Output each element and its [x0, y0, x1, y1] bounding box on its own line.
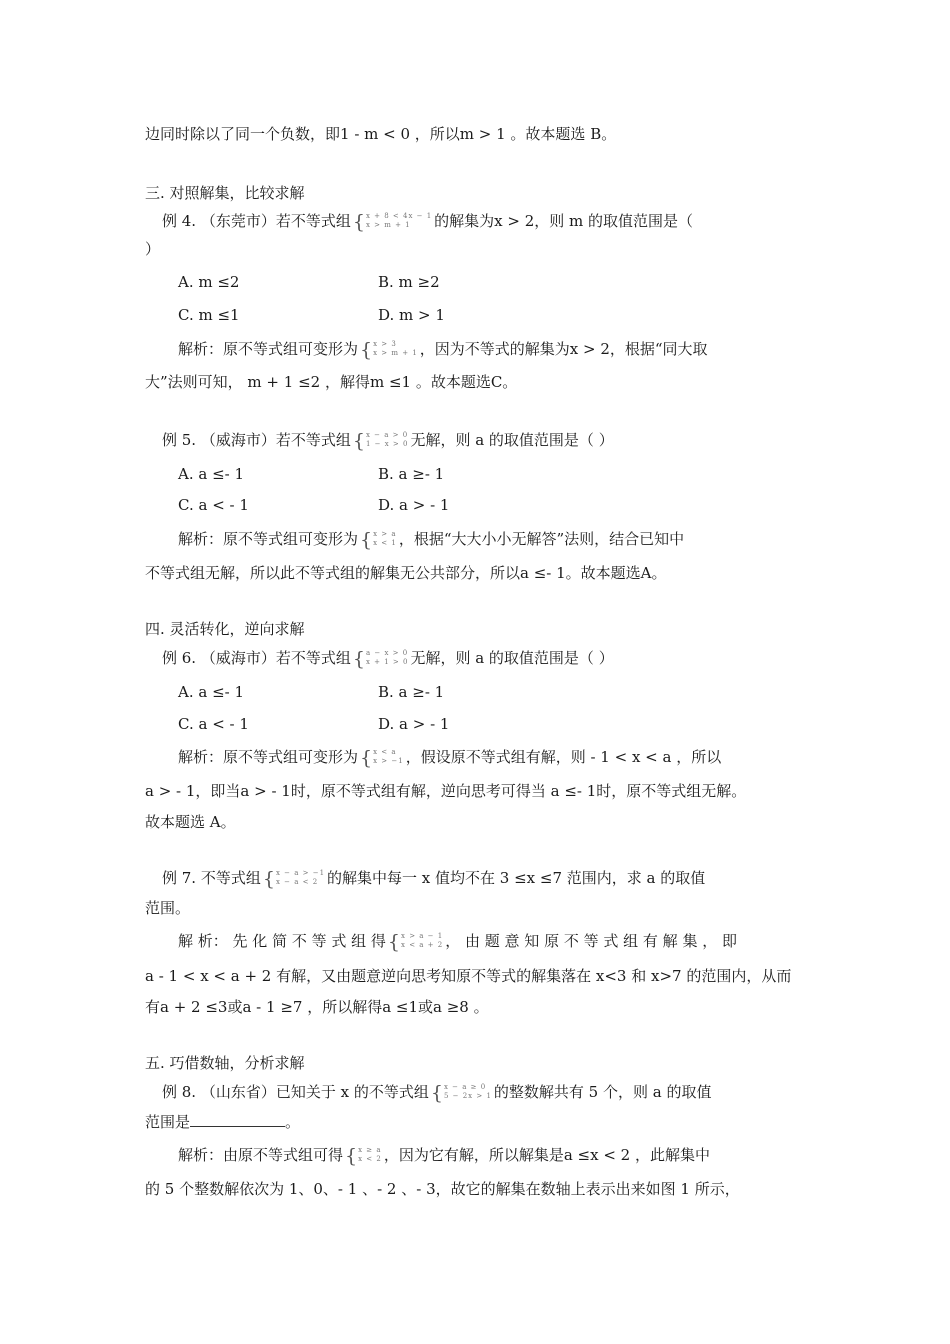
inequality-system-formula: {x < a x > −1	[360, 747, 404, 769]
text-fragment: 例 6. （威海市）若不等式组	[162, 649, 351, 667]
option-d: D. a > - 1	[378, 496, 450, 514]
inequality-system-formula: {x − a > −1 x − a < 2	[262, 868, 326, 890]
text-fragment: ，根据“大大小小无解答”法则，结合已知中	[398, 530, 685, 548]
text-fragment: 例 4. （东莞市）若不等式组	[162, 212, 351, 230]
text-fragment: ， 由 题 意 知 原 不 等 式 组 有 解 集 ， 即	[445, 932, 737, 950]
inequality-system-formula: {x − a > 0 1 − x > 0	[352, 430, 409, 452]
text-fragment: 解析：原不等式组可变形为	[178, 748, 359, 766]
answer-blank	[190, 1112, 285, 1127]
text-fragment: 例 7. 不等式组	[162, 869, 261, 887]
text-line: 大”法则可知， m + 1 ≤2 ，解得m ≤1 。故本题选C。	[145, 373, 518, 391]
text-line: 不等式组无解，所以此不等式组的解集无公共部分，所以a ≤- 1。故本题选A。	[145, 564, 667, 582]
text-fragment: 无解，则 a 的取值范围是（ ）	[410, 649, 614, 667]
option-a: A. m ≤2	[178, 273, 240, 291]
inequality-system-formula: {x ≥ a x < 2	[345, 1145, 382, 1167]
option-b: B. a ≥- 1	[378, 683, 445, 701]
text-fragment: 解析：原不等式组可变形为	[178, 340, 359, 358]
example-4-line-1	[162, 211, 827, 232]
option-a: A. a ≤- 1	[178, 465, 245, 483]
example-5-line-1	[162, 430, 827, 451]
solution-8-line-1	[178, 1145, 843, 1166]
section-heading-3: 三. 对照解集，比较求解	[145, 184, 305, 202]
example-8-line-1	[162, 1082, 827, 1103]
option-c: C. a < - 1	[178, 496, 249, 514]
inequality-system-formula: {a − x > 0 x + 1 > 0	[352, 648, 409, 670]
text-fragment: ，因为不等式的解集为x > 2，根据“同大取	[419, 340, 708, 358]
text-line: ）	[145, 240, 161, 258]
text-fragment: 无解，则 a 的取值范围是（ ）	[410, 431, 614, 449]
text-fragment: 范围是	[145, 1113, 191, 1131]
example-7-line-1	[162, 868, 827, 889]
option-b: B. m ≥2	[378, 273, 440, 291]
text-line: 边同时除以了同一个负数，即1 - m < 0 ，所以m > 1 。故本题选 B。	[145, 125, 617, 143]
inequality-system-formula: {x > a x < 1	[360, 529, 397, 551]
solution-6-line-1	[178, 747, 843, 768]
text-fragment: 解 析： 先 化 简 不 等 式 组 得	[178, 932, 386, 950]
solution-5-line-1	[178, 529, 843, 550]
option-c: C. m ≤1	[178, 306, 240, 324]
inequality-system-formula: {x − a ≥ 0 5 − 2x > 1	[430, 1082, 492, 1104]
text-fragment: ，因为它有解，所以解集是a ≤x < 2 ，此解集中	[383, 1146, 710, 1164]
text-fragment: 的解集中每一 x 值均不在 3 ≤x ≤7 范围内，求 a 的取值	[327, 869, 706, 887]
option-c: C. a < - 1	[178, 715, 249, 733]
inequality-system-formula: {x > 3 x > m + 1	[360, 339, 418, 361]
inequality-system-formula: {x + 8 < 4x − 1 x > m + 1	[352, 211, 433, 233]
example-8-line-2	[145, 1112, 810, 1132]
section-heading-5: 五. 巧借数轴，分析求解	[145, 1054, 305, 1072]
option-d: D. a > - 1	[378, 715, 450, 733]
option-b: B. a ≥- 1	[378, 465, 445, 483]
text-fragment: 例 8. （山东省）已知关于 x 的不等式组	[162, 1083, 429, 1101]
solution-4-line-1	[178, 339, 843, 360]
example-6-line-1	[162, 648, 827, 669]
text-line: 范围。	[145, 899, 191, 917]
solution-7-line-1	[178, 931, 843, 952]
text-fragment: 的整数解共有 5 个，则 a 的取值	[493, 1083, 712, 1101]
inequality-system-formula: {x > a − 1 x < a + 2	[387, 931, 444, 953]
text-line: a > - 1，即当a > - 1时，原不等式组有解，逆向思考可得当 a ≤- 1时，原不等式组无解。	[145, 782, 747, 800]
text-fragment: 的解集为x > 2，则 m 的取值范围是（	[434, 212, 694, 230]
option-a: A. a ≤- 1	[178, 683, 245, 701]
text-fragment: 。	[285, 1113, 301, 1131]
text-line: 的 5 个整数解依次为 1、0、- 1 、- 2 、- 3，故它的解集在数轴上表示出来如图 1 所示，	[145, 1180, 740, 1198]
text-fragment: 解析：原不等式组可变形为	[178, 530, 359, 548]
section-heading-4: 四. 灵活转化，逆向求解	[145, 620, 305, 638]
text-line: 故本题选 A。	[145, 813, 236, 831]
text-line: a - 1 < x < a + 2 有解，又由题意逆向思考知原不等式的解集落在 x<3 和 x>7 的范围内，从而	[145, 967, 792, 985]
text-fragment: ，假设原不等式组有解，则 - 1 < x < a ，所以	[405, 748, 722, 766]
text-line: 有a + 2 ≤3或a - 1 ≥7 ，所以解得a ≤1或a ≥8 。	[145, 998, 489, 1016]
text-fragment: 例 5. （威海市）若不等式组	[162, 431, 351, 449]
text-fragment: 解析：由原不等式组可得	[178, 1146, 344, 1164]
option-d: D. m > 1	[378, 306, 445, 324]
